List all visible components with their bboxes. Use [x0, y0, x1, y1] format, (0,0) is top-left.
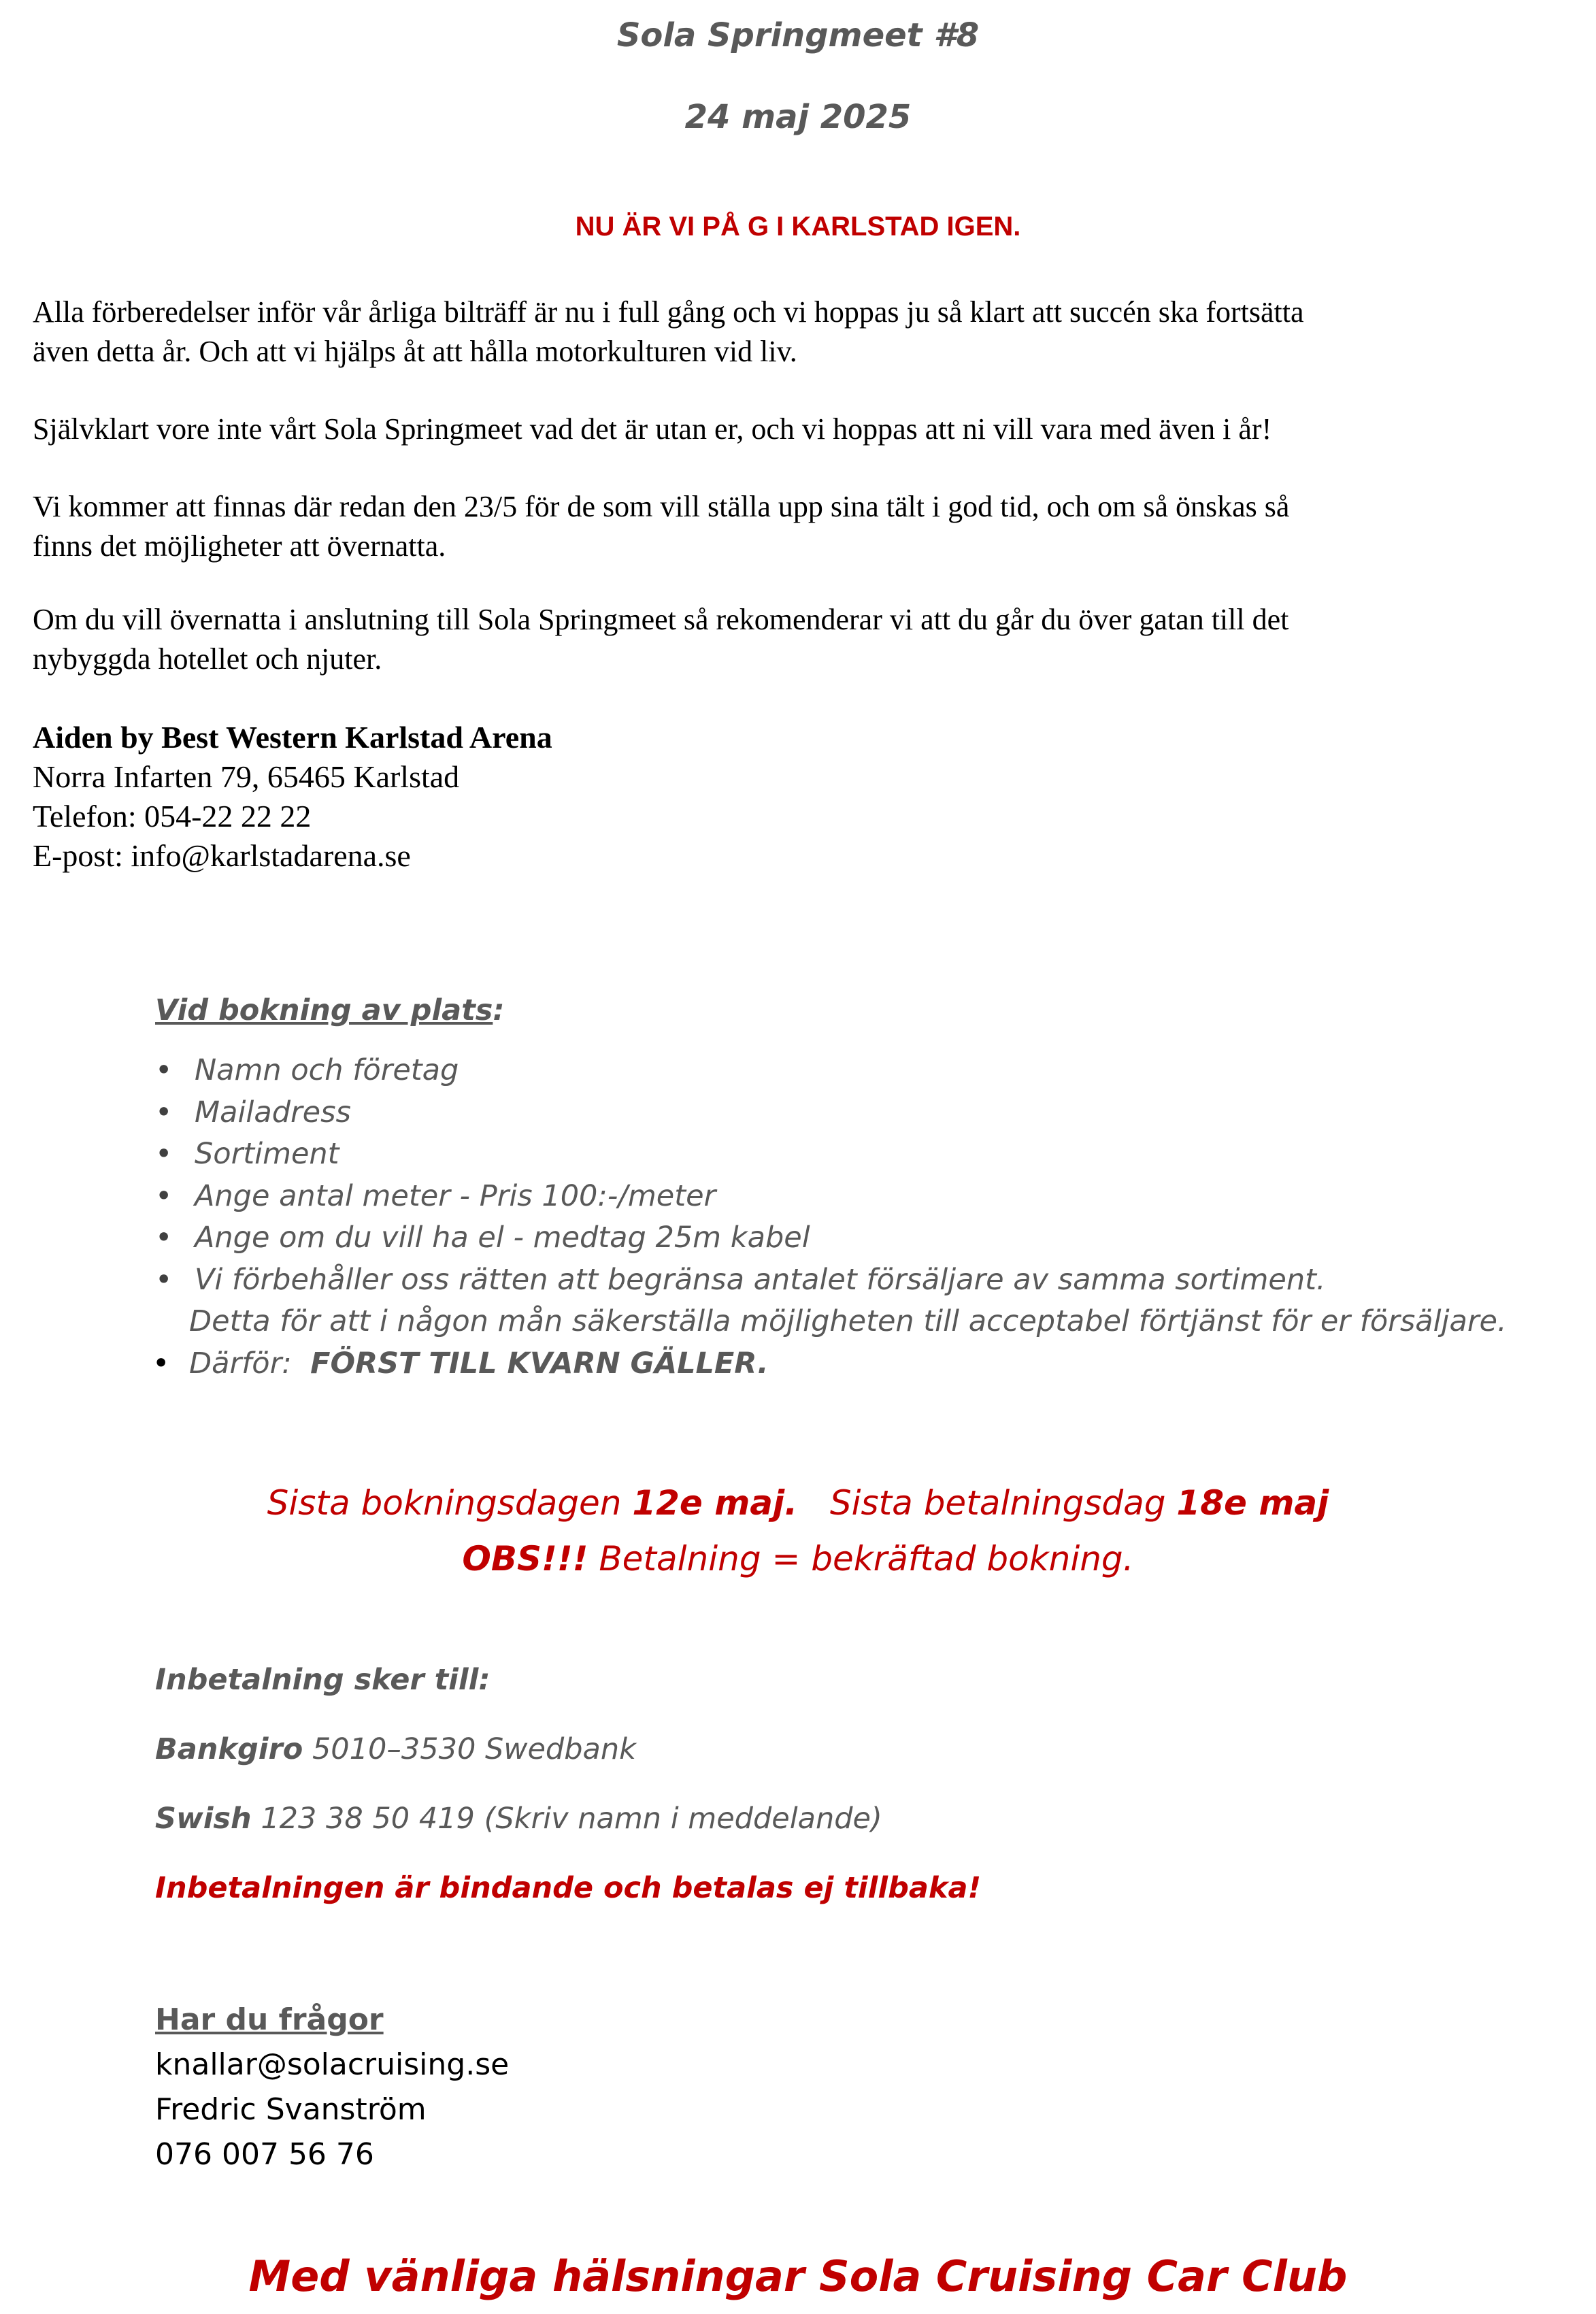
swish-line: Swish 123 38 50 419 (Skriv namn i meddelande)	[155, 1802, 882, 1836]
contact-email: knallar@solacruising.se	[155, 2047, 510, 2082]
hotel-name: Aiden by Best Western Karlstad Arena	[33, 720, 552, 755]
intro-paragraph-3	[33, 487, 1563, 566]
first-come-first-served: FÖRST TILL KVARN GÄLLER.	[310, 1346, 769, 1381]
intro-paragraph-3-line-2: finns det möjligheter att övernatta.	[33, 529, 446, 563]
bullet-icon: •	[155, 1095, 173, 1129]
intro-paragraph-2: Självklart vore inte vårt Sola Springmeet vad det är utan er, och vi hoppas att ni vill vara med även i år!	[33, 412, 1272, 446]
booking-list	[152, 1050, 1516, 1385]
bullet-icon: •	[155, 1137, 173, 1171]
list-item: • Sortiment	[155, 1134, 1516, 1176]
intro-paragraph-4-line-2: nybyggda hotellet och njuter.	[33, 642, 382, 676]
payment-warning: Inbetalningen är bindande och betalas ej tillbaka!	[155, 1871, 982, 1905]
booking-heading-colon: :	[493, 993, 505, 1027]
bullet-icon: •	[155, 1178, 173, 1213]
hotel-email: E-post: info@karlstadarena.se	[33, 838, 411, 873]
intro-paragraph-4-line-1: Om du vill övernatta i anslutning till Sola Springmeet så rekomenderar vi att du går du över gatan till det	[33, 603, 1289, 636]
payment-heading: Inbetalning sker till:	[155, 1663, 491, 1697]
obs-label: OBS!!!	[462, 1539, 588, 1579]
list-item: • Ange antal meter - Pris 100:-/meter	[155, 1176, 1516, 1218]
hotel-phone: Telefon: 054-22 22 22	[33, 799, 312, 833]
booking-heading-line	[155, 990, 1516, 1031]
list-item: • Namn och företag	[155, 1050, 1516, 1092]
bullet-icon: •	[155, 1262, 173, 1297]
list-item: • Mailadress	[155, 1092, 1516, 1134]
bankgiro-line: Bankgiro 5010–3530 Swedbank	[155, 1732, 636, 1766]
bullet-icon: •	[152, 1346, 170, 1381]
bullet-icon: •	[155, 1221, 173, 1255]
deadlines-line-2: OBS!!! Betalning = bekräftad bokning.	[462, 1539, 1134, 1579]
list-item: • Ange om du vill ha el - medtag 25m kabel	[155, 1217, 1516, 1259]
intro-paragraph-1-line-2: även detta år. Och att vi hjälps åt att hålla motorkulturen vid liv.	[33, 335, 797, 368]
booking-section	[152, 990, 1516, 1385]
contact-section	[155, 1998, 1516, 2177]
intro-paragraph-1	[33, 293, 1563, 371]
payment-section	[155, 1660, 1516, 1908]
headline: NU ÄR VI PÅ G I KARLSTAD IGEN.	[575, 212, 1021, 242]
event-date: 24 maj 2025	[684, 98, 912, 136]
payment-deadline-date: 18e maj	[1176, 1483, 1329, 1523]
event-title: Sola Springmeet #8	[616, 16, 980, 54]
contact-heading: Har du frågor	[155, 2002, 384, 2037]
list-item-continuation: Detta för att i någon mån säkerställa möjligheten till acceptabel förtjänst för er försäljare.	[189, 1304, 1507, 1338]
contact-name: Fredric Svanström	[155, 2092, 427, 2127]
bullet-icon: •	[155, 1053, 173, 1087]
intro-paragraph-4	[33, 600, 1563, 679]
closing-greeting: Med vänliga hälsningar Sola Cruising Car Club	[248, 2251, 1348, 2301]
booking-deadline-date: 12e maj.	[632, 1483, 798, 1523]
list-item: • Vi förbehåller oss rätten att begränsa antalet försäljare av samma sortiment.	[155, 1259, 1516, 1302]
list-item: • Därför: FÖRST TILL KVARN GÄLLER.	[155, 1343, 1516, 1385]
deadlines-line-1: Sista bokningsdagen 12e maj. Sista betalningsdag 18e maj	[267, 1483, 1329, 1523]
contact-phone: 076 007 56 76	[155, 2137, 374, 2172]
hotel-info	[33, 718, 1563, 876]
booking-heading: Vid bokning av plats	[155, 993, 493, 1027]
intro-paragraph-1-line-1: Alla förberedelser inför vår årliga bilträff är nu i full gång och vi hoppas ju så klart att succén ska fortsätta	[33, 295, 1304, 329]
hotel-address: Norra Infarten 79, 65465 Karlstad	[33, 759, 460, 794]
intro-paragraph-3-line-1: Vi kommer att finnas där redan den 23/5 för de som vill ställa upp sina tält i god tid, och om så önskas så	[33, 490, 1290, 523]
